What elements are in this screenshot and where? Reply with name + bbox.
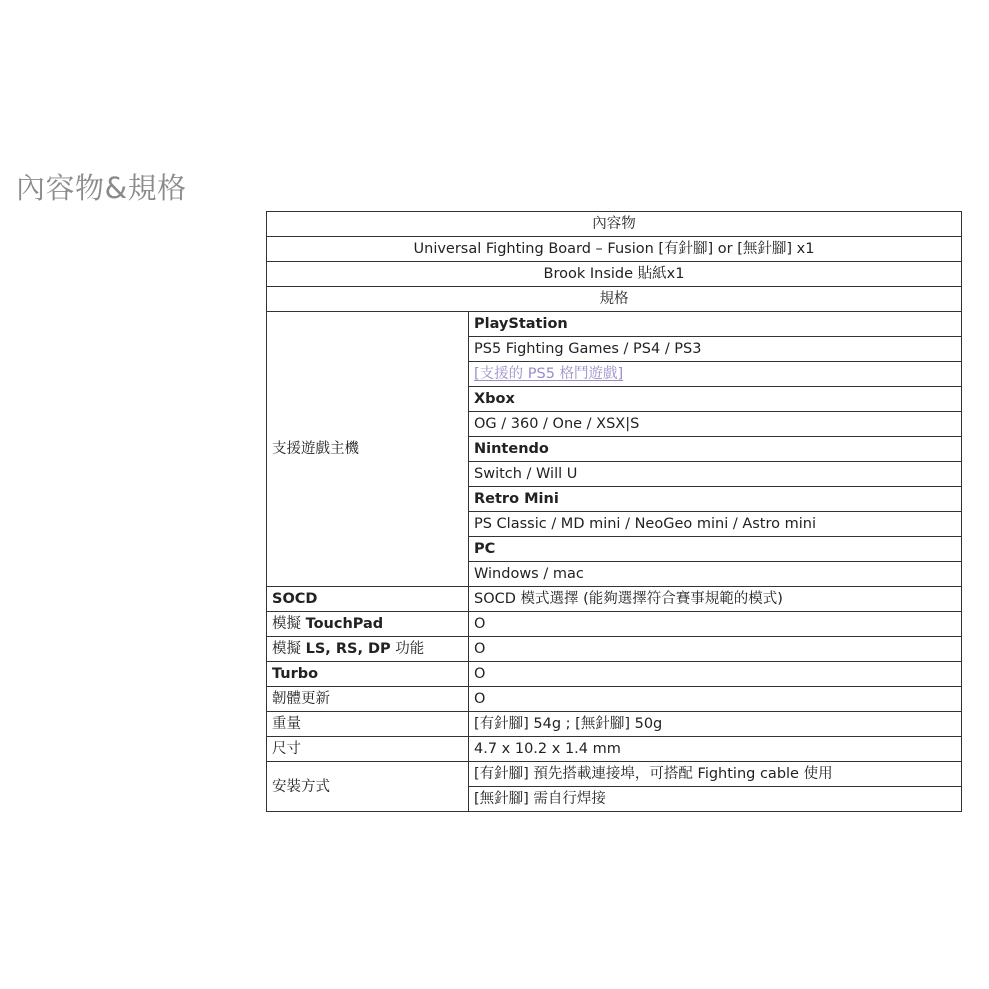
spec-row — [267, 762, 962, 787]
spec-label-sticks-suffix: 功能 — [390, 641, 425, 657]
platform-models-playstation: PS5 Fighting Games / PS4 / PS3 — [469, 337, 962, 362]
contents-item-sticker: Brook Inside 貼紙x1 — [267, 262, 962, 287]
spec-label-firmware: 韌體更新 — [267, 687, 469, 712]
spec-label-sticks-term: LS, RS, DP — [305, 641, 391, 657]
platform-models-nintendo: Switch / Will U — [469, 462, 962, 487]
platform-name-xbox: Xbox — [469, 387, 962, 412]
spec-label-touchpad — [267, 612, 469, 637]
spec-label-sticks-prefix: 模擬 — [272, 641, 306, 657]
spec-value-size: 4.7 x 10.2 x 1.4 mm — [469, 737, 962, 762]
platform-link-cell — [469, 362, 962, 387]
spec-table — [266, 211, 962, 812]
page-heading: 內容物&規格 — [16, 171, 187, 205]
platform-models-xbox: OG / 360 / One / XSX|S — [469, 412, 962, 437]
spec-row — [267, 662, 962, 687]
spec-value-weight: [有針腳] 54g ; [無針腳] 50g — [469, 712, 962, 737]
contents-item-row — [267, 237, 962, 262]
ps5-games-link[interactable]: [支援的 PS5 格鬥遊戲] — [474, 366, 624, 382]
platform-name-nintendo: Nintendo — [469, 437, 962, 462]
spec-value-touchpad: O — [469, 612, 962, 637]
spec-value-install-pinless: [無針腳] 需自行焊接 — [469, 787, 962, 812]
platform-models-pc: Windows / mac — [469, 562, 962, 587]
contents-item-row — [267, 262, 962, 287]
spec-label-install: 安裝方式 — [267, 762, 469, 812]
spec-label-weight: 重量 — [267, 712, 469, 737]
specs-header-row — [267, 287, 962, 312]
platforms-label: 支援遊戲主機 — [267, 312, 469, 587]
spec-label-turbo: Turbo — [267, 662, 469, 687]
spec-row — [267, 737, 962, 762]
platform-models-retro: PS Classic / MD mini / NeoGeo mini / Astro mini — [469, 512, 962, 537]
spec-value-install-pinned: [有針腳] 預先搭載連接埠，可搭配 Fighting cable 使用 — [469, 762, 962, 787]
spec-value-socd: SOCD 模式選擇 (能夠選擇符合賽事規範的模式) — [469, 587, 962, 612]
spec-row — [267, 612, 962, 637]
specs-header: 規格 — [267, 287, 962, 312]
contents-header: 內容物 — [267, 212, 962, 237]
contents-header-row — [267, 212, 962, 237]
spec-label-touchpad-term: TouchPad — [305, 616, 384, 632]
contents-item-board: Universal Fighting Board – Fusion [有針腳] or [無針腳] x1 — [267, 237, 962, 262]
spec-row — [267, 587, 962, 612]
spec-label-socd: SOCD — [267, 587, 469, 612]
spec-row — [267, 687, 962, 712]
spec-row — [267, 712, 962, 737]
platform-row — [267, 312, 962, 337]
spec-label-sticks — [267, 637, 469, 662]
spec-value-sticks: O — [469, 637, 962, 662]
spec-value-turbo: O — [469, 662, 962, 687]
platform-name-pc: PC — [469, 537, 962, 562]
spec-value-firmware: O — [469, 687, 962, 712]
spec-label-touchpad-prefix: 模擬 — [272, 616, 306, 632]
platform-name-retro: Retro Mini — [469, 487, 962, 512]
spec-row — [267, 637, 962, 662]
platform-name-playstation: PlayStation — [469, 312, 962, 337]
spec-label-size: 尺寸 — [267, 737, 469, 762]
